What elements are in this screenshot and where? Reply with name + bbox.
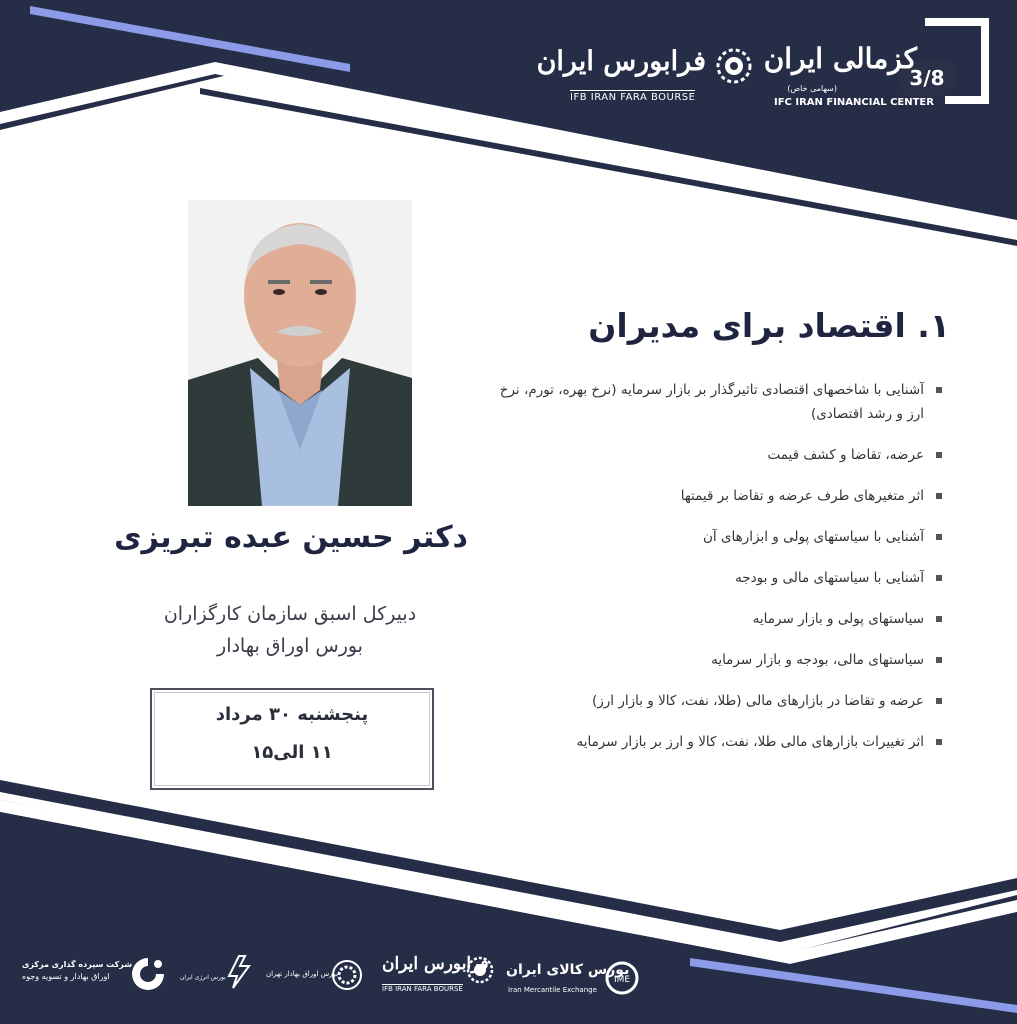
tse-logo-fa: بورس اوراق بهادار تهران: [266, 970, 339, 978]
ifb-logo-en: IFB IRAN FARA BOURSE: [382, 985, 463, 993]
schedule-day: پنجشنبه ۳۰ مرداد: [215, 704, 369, 725]
list-item: عرضه، تقاضا و کشف قیمت: [496, 443, 944, 467]
fara-bourse-logo-fa: فرابورس ایران: [536, 46, 706, 77]
fara-bourse-emblem-icon: [716, 48, 752, 84]
list-item: آشنایی با شاخصهای اقتصادی تاثیرگذار بر بازار سرمایه (نرخ بهره، تورم، نرخ ارز و رشد اقتصادی): [496, 378, 944, 426]
speaker-role-line1: دبیرکل اسبق سازمان کارگزاران: [163, 603, 417, 625]
ime-logo-en: Iran Mercantile Exchange: [508, 986, 597, 994]
topic-list: [496, 378, 944, 771]
schedule-box: [150, 688, 434, 790]
footer-logos: [0, 940, 1017, 1010]
list-item: سیاستهای مالی، بودجه و بازار سرمایه: [496, 648, 944, 672]
list-item: اثر تغییرات بازارهای مالی طلا، نفت، کالا و ارز بر بازار سرمایه: [496, 730, 944, 754]
course-title: ۱. اقتصاد برای مدیران: [588, 306, 950, 345]
list-item: سیاستهای پولی و بازار سرمایه: [496, 607, 944, 631]
ime-logo-fa: بورس کالای ایران: [506, 962, 630, 978]
energy-exchange-icon: [226, 954, 252, 990]
slide-counter: 3/8: [897, 58, 957, 98]
list-item: آشنایی با سیاستهای پولی و ابزارهای آن: [496, 525, 944, 549]
speaker-portrait-icon: [188, 200, 412, 506]
fara-bourse-logo: [536, 42, 756, 106]
svg-text:IME: IME: [613, 975, 631, 985]
energy-logo-fa: بورس انرژی ایران: [180, 974, 226, 981]
csdi-logo-fa2: اوراق بهادار و تسویه وجوه: [22, 972, 110, 981]
list-item: آشنایی با سیاستهای مالی و بودجه: [496, 566, 944, 590]
list-item: عرضه و تقاضا در بازارهای مالی (طلا، نفت، کالا و بازار ارز): [496, 689, 944, 713]
fara-bourse-logo-en: IFB IRAN FARA BOURSE: [570, 92, 696, 103]
speaker-name: دکتر حسین عبده تبریزی: [114, 520, 468, 555]
list-item: اثر متغیرهای طرف عرضه و تقاضا بر قیمتها: [496, 484, 944, 508]
speaker-photo: [188, 200, 412, 506]
ifc-logo-sub: (سهامی خاص): [787, 84, 837, 93]
speaker-role-line2: بورس اوراق بهادار: [217, 635, 363, 657]
speaker-role: [110, 598, 470, 662]
schedule-time: ۱۱ الی۱۵: [251, 742, 333, 763]
ifc-logo-en: IFC IRAN FINANCIAL CENTER: [774, 97, 934, 108]
csdi-emblem-icon: [128, 954, 168, 994]
csdi-logo-fa1: شرکت سپرده گذاری مرکزی: [22, 960, 133, 969]
ifb-logo-fa: فرابورس ایران: [382, 954, 489, 974]
ifc-logo-fa: کزمالی ایران: [763, 42, 917, 75]
